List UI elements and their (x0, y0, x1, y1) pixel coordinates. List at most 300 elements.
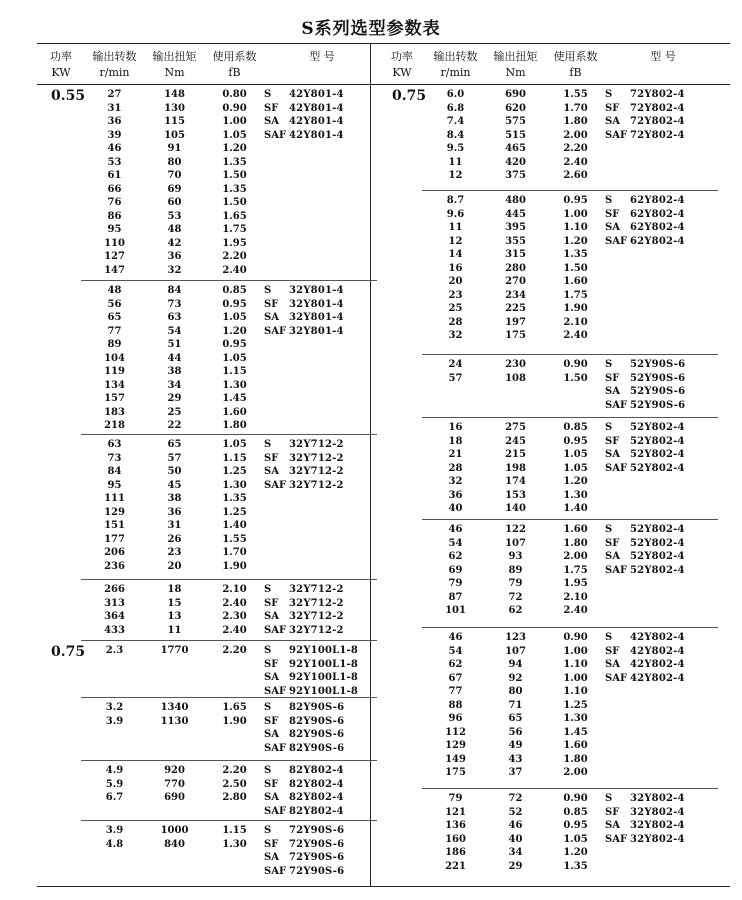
torque-cell: 1000 (160, 825, 189, 836)
speed-cell: 73 (107, 452, 122, 464)
torque-cell: 25 (167, 406, 182, 418)
mount-type-cell: SA (264, 672, 279, 683)
table-row (37, 701, 377, 715)
speed-cell: 95 (107, 224, 122, 235)
service-factor-cell: 1.30 (563, 489, 588, 501)
mount-type-cell: SAF (264, 129, 287, 141)
model-cell: 52Y90S-6 (630, 359, 686, 370)
speed-cell: 46 (448, 632, 463, 643)
table-row (37, 250, 377, 264)
service-factor-cell: 1.60 (563, 740, 588, 751)
table-row (37, 838, 377, 852)
model-cell: 52Y802-4 (630, 537, 685, 549)
speed-cell: 95 (107, 479, 122, 491)
mount-type-cell: SA (264, 729, 279, 740)
model-cell: 92Y100L1-8 (289, 658, 359, 670)
mount-type-cell: SAF (264, 624, 287, 636)
torque-cell: 29 (167, 393, 182, 404)
table-row (378, 156, 718, 170)
mount-type-cell: SAF (605, 462, 628, 474)
torque-cell: 34 (508, 847, 523, 858)
speed-cell: 7.4 (446, 116, 465, 127)
mount-type-cell: S (605, 793, 613, 804)
speed-cell: 110 (104, 237, 125, 249)
torque-cell: 72 (508, 591, 523, 603)
speed-cell: 5.9 (105, 778, 124, 790)
torque-cell: 44 (167, 352, 182, 364)
table-row (37, 325, 377, 339)
mount-type-cell: SAF (264, 865, 287, 877)
service-factor-cell: 1.05 (563, 833, 588, 845)
speed-cell: 6.7 (105, 792, 124, 803)
torque-cell: 445 (505, 208, 526, 220)
service-factor-cell: 1.35 (563, 860, 588, 872)
model-cell: 52Y802-4 (630, 462, 685, 474)
service-factor-cell: 1.35 (563, 249, 588, 260)
speed-cell: 183 (104, 406, 125, 418)
mount-type-cell: SF (605, 372, 620, 384)
torque-cell: 140 (505, 503, 526, 514)
table-row (378, 208, 718, 222)
mount-type-cell: SF (264, 778, 279, 790)
speed-cell: 101 (445, 605, 466, 616)
speed-cell: 53 (107, 156, 122, 168)
model-cell: 72Y802-4 (630, 89, 685, 100)
torque-cell: 480 (505, 195, 526, 206)
table-row (37, 102, 377, 116)
speed-cell: 27 (107, 89, 122, 100)
torque-cell: 46 (508, 820, 523, 831)
speed-cell: 18 (448, 435, 463, 447)
mount-type-cell: S (605, 195, 613, 206)
torque-cell: 36 (167, 506, 182, 518)
torque-cell: 79 (508, 578, 523, 589)
service-factor-cell: 1.30 (563, 713, 588, 724)
service-factor-cell: 0.80 (222, 89, 247, 100)
service-factor-cell: 2.10 (563, 591, 588, 603)
service-factor-cell: 1.50 (563, 372, 588, 384)
mount-type-cell: SA (264, 116, 279, 127)
model-cell: 62Y802-4 (630, 208, 685, 220)
mount-type-cell: S (605, 89, 613, 100)
torque-cell: 91 (167, 143, 182, 154)
column-header-3-top: 输出扭矩 (493, 50, 538, 63)
speed-cell: 63 (107, 439, 122, 450)
torque-cell: 107 (505, 537, 526, 549)
table-row (37, 392, 377, 406)
speed-cell: 79 (448, 793, 463, 804)
torque-cell: 690 (505, 89, 526, 100)
service-factor-cell: 2.10 (222, 584, 247, 595)
table-row (37, 88, 377, 102)
table-row (37, 805, 377, 819)
table-row (378, 221, 718, 235)
table-row (37, 728, 377, 742)
speed-cell: 177 (104, 533, 125, 545)
table-row (378, 316, 718, 330)
service-factor-cell: 0.95 (563, 820, 588, 831)
torque-cell: 54 (167, 325, 182, 337)
mount-type-cell: SF (264, 658, 279, 670)
service-factor-cell: 1.55 (563, 89, 588, 100)
table-row (378, 289, 718, 303)
column-header-2-bottom: r/min (440, 66, 471, 79)
torque-cell: 71 (508, 699, 523, 711)
service-factor-cell: 2.20 (563, 143, 588, 154)
service-factor-cell: 2.20 (222, 765, 247, 776)
speed-cell: 24 (448, 359, 463, 370)
speed-cell: 89 (107, 339, 122, 350)
service-factor-cell: 1.25 (563, 699, 588, 711)
torque-cell: 105 (164, 129, 185, 141)
torque-cell: 275 (505, 422, 526, 433)
table-row (37, 237, 377, 251)
mount-type-cell: SA (605, 820, 620, 831)
model-cell: 82Y802-4 (289, 765, 344, 776)
service-factor-cell: 1.10 (563, 659, 588, 670)
torque-cell: 56 (508, 726, 523, 738)
table-row (378, 435, 718, 449)
column-header-1-top: 功率 (391, 50, 413, 63)
torque-cell: 38 (167, 366, 182, 377)
table-row (37, 519, 377, 533)
speed-cell: 76 (107, 197, 122, 208)
torque-cell: 11 (167, 624, 182, 636)
group-divider (422, 354, 718, 355)
torque-cell: 53 (167, 210, 182, 222)
group-divider (422, 190, 718, 191)
torque-cell: 234 (505, 289, 526, 301)
speed-cell: 79 (448, 578, 463, 589)
torque-cell: 80 (508, 686, 523, 697)
table-row (378, 860, 718, 874)
model-cell: 52Y802-4 (630, 435, 685, 447)
speed-cell: 86 (107, 210, 122, 222)
mount-type-cell: SF (605, 208, 620, 220)
torque-cell: 245 (505, 435, 526, 447)
service-factor-cell: 1.05 (222, 312, 247, 323)
speed-cell: 54 (448, 645, 463, 657)
table-row (378, 329, 718, 343)
speed-cell: 8.4 (446, 129, 465, 141)
table-row (378, 489, 718, 503)
service-factor-cell: 1.30 (222, 479, 247, 491)
speed-cell: 96 (448, 713, 463, 724)
torque-cell: 115 (164, 116, 185, 127)
power-label: 0.55 (51, 88, 86, 104)
torque-cell: 15 (167, 597, 182, 609)
column-header-4-bottom: fB (228, 66, 241, 79)
mount-type-cell: S (264, 825, 272, 836)
torque-cell: 175 (505, 330, 526, 341)
speed-cell: 36 (107, 116, 122, 127)
torque-cell: 45 (167, 479, 182, 491)
torque-cell: 270 (505, 276, 526, 287)
model-cell: 52Y802-4 (630, 449, 685, 460)
service-factor-cell: 2.40 (222, 264, 247, 276)
speed-cell: 129 (445, 740, 466, 751)
service-factor-cell: 2.80 (222, 792, 247, 803)
model-cell: 32Y712-2 (289, 624, 344, 636)
torque-cell: 62 (508, 605, 523, 616)
speed-cell: 16 (448, 262, 463, 274)
speed-cell: 14 (448, 249, 463, 260)
torque-cell: 1770 (160, 645, 189, 656)
model-cell: 82Y802-4 (289, 792, 344, 803)
torque-cell: 122 (505, 524, 526, 535)
speed-cell: 3.9 (105, 825, 124, 836)
table-row (378, 806, 718, 820)
service-factor-cell: 2.10 (563, 316, 588, 328)
speed-cell: 175 (445, 767, 466, 778)
table-row (37, 506, 377, 520)
table-row (37, 583, 377, 597)
table-row (37, 624, 377, 638)
table-row (378, 658, 718, 672)
mount-type-cell: SF (264, 102, 279, 114)
service-factor-cell: 1.95 (222, 237, 247, 249)
torque-cell: 48 (167, 224, 182, 235)
service-factor-cell: 2.00 (563, 551, 588, 562)
model-cell: 32Y712-2 (289, 479, 344, 491)
table-row (378, 604, 718, 618)
torque-cell: 20 (167, 560, 182, 572)
torque-cell: 92 (508, 672, 523, 684)
speed-cell: 66 (107, 183, 122, 195)
service-factor-cell: 1.65 (222, 702, 247, 713)
service-factor-cell: 1.35 (222, 183, 247, 195)
torque-cell: 65 (167, 439, 182, 450)
column-header-4-bottom: fB (569, 66, 582, 79)
torque-cell: 174 (505, 476, 526, 487)
speed-cell: 433 (104, 624, 125, 636)
table-row (37, 865, 377, 879)
service-factor-cell: 0.85 (563, 806, 588, 818)
speed-cell: 31 (107, 102, 122, 114)
table-row (37, 264, 377, 278)
torque-cell: 73 (167, 298, 182, 310)
table-row (378, 399, 718, 413)
speed-cell: 61 (107, 170, 122, 181)
table-row (37, 778, 377, 792)
service-factor-cell: 1.15 (222, 825, 247, 836)
torque-cell: 36 (167, 251, 182, 262)
mount-type-cell: SAF (264, 742, 287, 754)
speed-cell: 28 (448, 316, 463, 328)
service-factor-cell: 2.60 (563, 170, 588, 181)
service-factor-cell: 1.05 (563, 462, 588, 474)
torque-cell: 42 (167, 237, 182, 249)
speed-cell: 6.0 (446, 89, 465, 100)
table-row (37, 129, 377, 143)
table-row (37, 210, 377, 224)
mount-type-cell: S (605, 632, 613, 643)
table-row (378, 102, 718, 116)
group-divider (81, 579, 377, 580)
speed-cell: 104 (104, 352, 125, 364)
speed-cell: 62 (448, 659, 463, 670)
table-row (378, 591, 718, 605)
mount-type-cell: S (264, 584, 272, 595)
model-cell: 62Y802-4 (630, 195, 685, 206)
model-cell: 82Y90S-6 (289, 729, 345, 740)
speed-cell: 157 (104, 393, 125, 404)
speed-cell: 218 (104, 420, 125, 431)
torque-cell: 130 (164, 102, 185, 114)
group-divider (81, 640, 377, 641)
speed-cell: 112 (445, 726, 466, 738)
service-factor-cell: 0.90 (222, 102, 247, 114)
table-row (378, 462, 718, 476)
column-header-3-bottom: Nm (505, 66, 526, 79)
service-factor-cell: 1.90 (222, 715, 247, 727)
service-factor-cell: 2.30 (222, 611, 247, 622)
table-row (37, 419, 377, 433)
speed-cell: 11 (448, 156, 463, 168)
mount-type-cell: SF (605, 102, 620, 114)
model-cell: 32Y802-4 (630, 820, 685, 831)
table-row (378, 550, 718, 564)
table-row (378, 235, 718, 249)
table-row (378, 753, 718, 767)
torque-cell: 148 (164, 89, 185, 100)
column-header-4-top: 使用系数 (212, 50, 257, 63)
group-divider (81, 760, 377, 761)
table-row (37, 338, 377, 352)
power-label: 0.75 (392, 88, 427, 104)
service-factor-cell: 1.00 (222, 116, 247, 127)
mount-type-cell: S (264, 645, 272, 656)
table-row (378, 685, 718, 699)
torque-cell: 153 (505, 489, 526, 501)
model-cell: 32Y801-4 (289, 285, 344, 296)
table-row (378, 726, 718, 740)
column-header-2-top: 输出转数 (433, 50, 478, 63)
table-row (378, 792, 718, 806)
service-factor-cell: 1.25 (222, 466, 247, 477)
mount-type-cell: SA (605, 116, 620, 127)
model-cell: 82Y90S-6 (289, 742, 345, 754)
model-cell: 32Y712-2 (289, 466, 344, 477)
speed-cell: 46 (107, 143, 122, 154)
speed-cell: 206 (104, 547, 125, 558)
service-factor-cell: 0.90 (563, 793, 588, 804)
model-cell: 42Y802-4 (630, 672, 685, 684)
table-row (37, 223, 377, 237)
torque-cell: 32 (167, 264, 182, 276)
torque-cell: 1130 (160, 715, 189, 727)
torque-cell: 575 (505, 116, 526, 127)
service-factor-cell: 2.20 (222, 645, 247, 656)
table-row (37, 610, 377, 624)
torque-cell: 420 (505, 156, 526, 168)
mount-type-cell: SF (605, 645, 620, 657)
table-row (378, 248, 718, 262)
table-row (37, 560, 377, 574)
mount-type-cell: SF (264, 715, 279, 727)
model-cell: 42Y802-4 (630, 632, 685, 643)
service-factor-cell: 1.05 (563, 449, 588, 460)
model-cell: 72Y90S-6 (289, 865, 345, 877)
speed-cell: 134 (104, 379, 125, 391)
model-cell: 32Y712-2 (289, 439, 344, 450)
service-factor-cell: 0.95 (222, 298, 247, 310)
group-divider (422, 788, 718, 789)
mount-type-cell: SF (605, 537, 620, 549)
table-row (378, 846, 718, 860)
service-factor-cell: 0.85 (563, 422, 588, 433)
speed-cell: 364 (104, 611, 125, 622)
speed-cell: 12 (448, 235, 463, 247)
service-factor-cell: 1.70 (222, 547, 247, 558)
speed-cell: 111 (104, 493, 125, 504)
torque-cell: 94 (508, 659, 523, 670)
mount-type-cell: SF (264, 838, 279, 850)
torque-cell: 13 (167, 611, 182, 622)
column-header-2-bottom: r/min (99, 66, 130, 79)
mount-type-cell: SAF (605, 235, 628, 247)
table-row (378, 645, 718, 659)
column-header-2-top: 输出转数 (92, 50, 137, 63)
speed-cell: 28 (448, 462, 463, 474)
table-row (378, 169, 718, 183)
model-cell: 82Y802-4 (289, 778, 344, 790)
speed-cell: 25 (448, 303, 463, 314)
table-row (37, 851, 377, 865)
torque-cell: 29 (508, 860, 523, 872)
service-factor-cell: 1.20 (222, 325, 247, 337)
page-title: S系列选型参数表 (301, 19, 441, 39)
column-header-1-bottom: KW (392, 66, 412, 79)
torque-cell: 230 (505, 359, 526, 370)
service-factor-cell: 2.40 (222, 597, 247, 609)
model-cell: 32Y801-4 (289, 298, 344, 310)
group-divider (81, 820, 377, 821)
table-row (37, 196, 377, 210)
speed-cell: 3.2 (105, 702, 124, 713)
speed-cell: 4.8 (105, 838, 124, 850)
table-row (37, 406, 377, 420)
torque-cell: 690 (164, 792, 185, 803)
mount-type-cell: SAF (605, 564, 628, 576)
speed-cell: 149 (445, 753, 466, 765)
model-cell: 92Y100L1-8 (289, 645, 359, 656)
speed-cell: 8.7 (446, 195, 465, 206)
speed-cell: 9.5 (446, 143, 465, 154)
table-row (378, 564, 718, 578)
model-cell: 52Y802-4 (630, 524, 685, 535)
model-cell: 62Y802-4 (630, 222, 685, 233)
model-cell: 32Y801-4 (289, 312, 344, 323)
service-factor-cell: 1.75 (563, 289, 588, 301)
speed-cell: 77 (107, 325, 122, 337)
mount-type-cell: SAF (605, 833, 628, 845)
torque-cell: 57 (167, 452, 182, 464)
service-factor-cell: 0.85 (222, 285, 247, 296)
speed-cell: 221 (445, 860, 466, 872)
speed-cell: 186 (445, 847, 466, 858)
table-row (37, 644, 377, 658)
speed-cell: 84 (107, 466, 122, 477)
speed-cell: 11 (448, 222, 463, 233)
torque-cell: 23 (167, 547, 182, 558)
service-factor-cell: 1.65 (222, 210, 247, 222)
table-row (378, 88, 718, 102)
torque-cell: 52 (508, 806, 523, 818)
service-factor-cell: 1.90 (222, 560, 247, 572)
service-factor-cell: 1.50 (222, 197, 247, 208)
speed-cell: 57 (448, 372, 463, 384)
